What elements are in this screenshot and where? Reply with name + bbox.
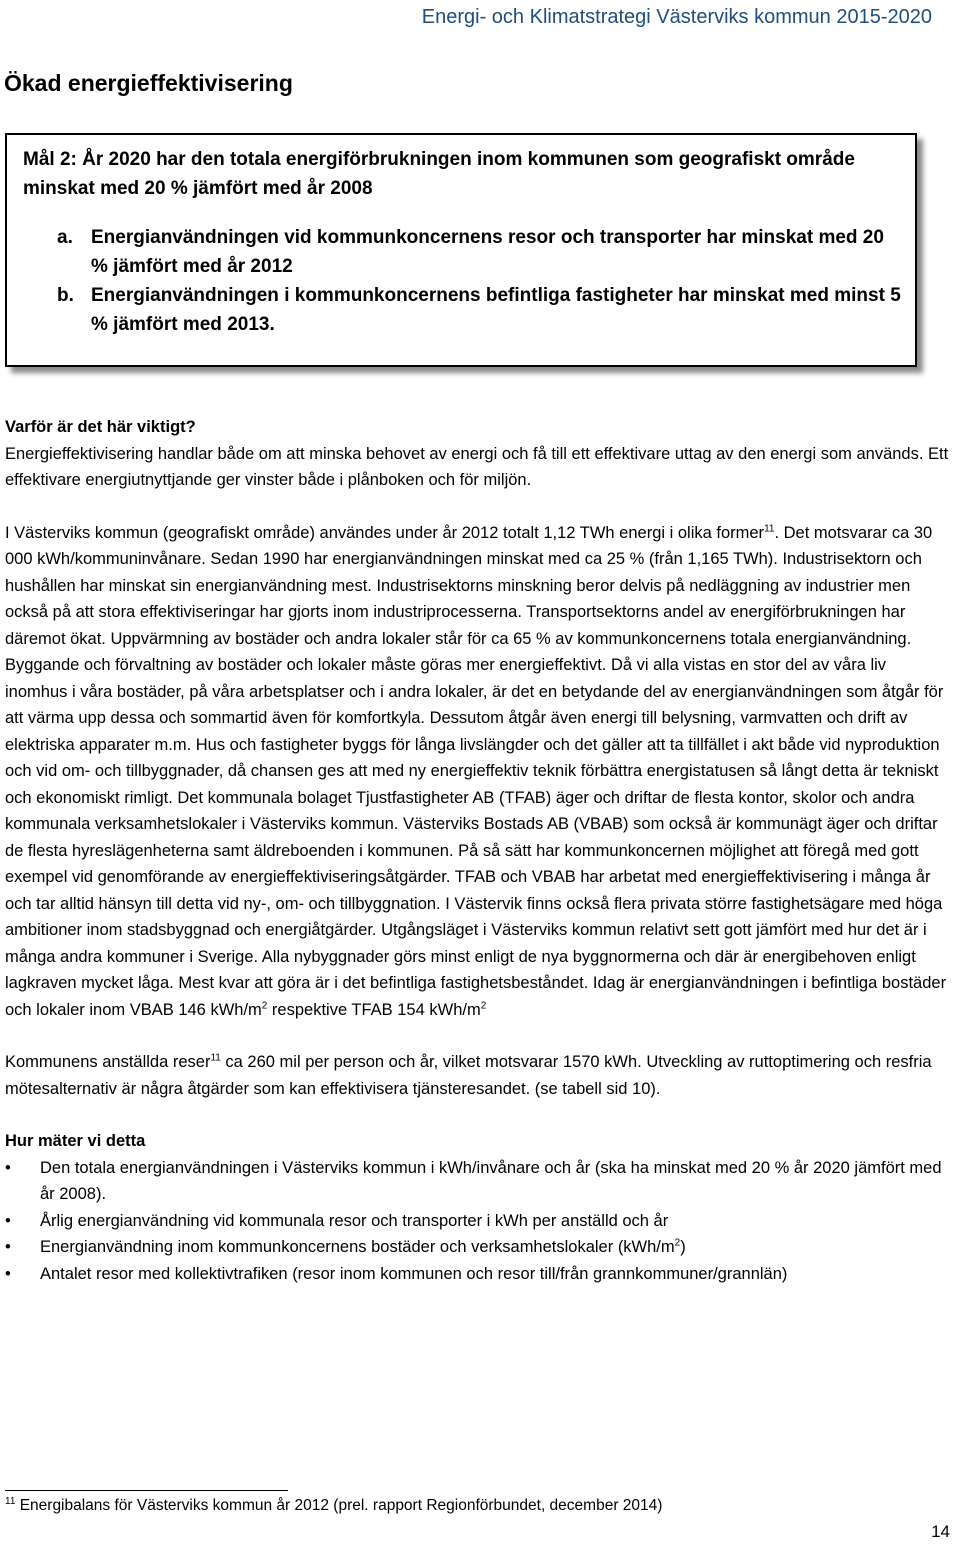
bullet-icon: •: [5, 1211, 11, 1230]
section-heading: Ökad energieffektivisering: [4, 70, 293, 96]
goal-item-b-text: Energianvändningen i kommunkoncernens befintliga fastigheter har minskat med minst 5 % jämfört med 2013.: [91, 285, 901, 335]
list-item: • Den totala energianvändningen i Västerviks kommun i kWh/invånare och år (ska ha minskat med 20 % år 2020 jämfört med år 2008).: [5, 1155, 950, 1208]
why-paragraph-3: Kommunens anställda reser$^{11}$ ca 260 mil per person och år, vilket motsvarar 1570 kWh. Utveckling av ruttoptimering och resfria mötesalternativ är några åtgärder som kan effektivisera tjänsteresandet. (se tabell sid 10).: [5, 1052, 932, 1098]
measure-heading: Hur mäter vi detta: [5, 1132, 146, 1150]
bullet-icon: •: [5, 1238, 11, 1256]
why-paragraph-1: Energieffektivisering handlar både om att minska behovet av energi och få till ett effektivare uttag av den energi som används. Ett effektivare energiutnyttjande ger vinster både i plånboken och för miljön.: [5, 444, 949, 489]
why-section: [5, 414, 950, 1287]
running-header: Energi- och Klimatstrategi Västerviks kommun 2015-2020: [421, 6, 932, 28]
superscript-2: 2: [480, 1000, 487, 1011]
page-number: 14: [931, 1522, 950, 1541]
measure-list: [5, 1155, 950, 1288]
goal-item-b-marker: b.: [57, 285, 74, 306]
footnote-text: Energibalans för Västerviks kommun år 2012 (prel. rapport Regionförbundet, december 2014): [15, 1497, 663, 1514]
bullet-icon: •: [5, 1264, 11, 1283]
footnote-ref: 11: [210, 1052, 221, 1064]
goal-item-a: [23, 223, 901, 281]
list-item: • Energianvändning inom kommunkoncernens bostäder och verksamhetslokaler $(kWh/m^2)$: [5, 1234, 950, 1261]
list-item: • Årlig energianvändning vid kommunala resor och transporter i kWh per anställd och år: [5, 1208, 950, 1235]
why-heading: Varför är det här viktigt?: [5, 418, 196, 436]
goal-item-a-text: Energianvändningen vid kommunkoncernens resor och transporter har minskat med 20 % jämfört med år 2012: [91, 227, 884, 277]
footnote-divider: [5, 1490, 288, 1491]
superscript-2: 2: [261, 1000, 268, 1011]
why-paragraph-2: I Västerviks kommun (geografiskt område) användes under år 2012 totalt 1,12 TWh energi i olika former$^{11}$. Det motsvarar ca 30 000 kWh/kommuninvånare. Sedan 1990 har energianvändningen minskat med ca 25 % (från 1,165 TWh). Industrisektorn och hushållen har minskat sin energianvändning mest. Industrisektorns minskning beror delvis på nedläggning av industrier men också på att stora effektiviseringar har gjorts inom industriprocesserna. Transportsektorns andel av energiförbrukningen har däremot ökat. Uppvärmning av bostäder och andra lokaler står för ca 65 % av kommunkoncernens totala energianvändning. Byggande och förvaltning av bostäder och lokaler måste göras mer energieffektivt. Då vi alla vistas en stor del av våra liv inomhus i våra bostäder, på våra arbetsplatser och i andra lokaler, är det en betydande del av energianvändningen som åtgår för att värma upp dessa och sommartid även för komfortkyla. Dessutom åtgår även energi till belysning, varmvatten och drift av elektriska apparater m.m. Hus och fastigheter byggs för långa livslängder och det gäller att ta tillfället i akt både vid nyproduktion och vid om- och tillbyggnader, då chansen ges att med ny energieffektiv teknik förbättra energistatusen så långt detta är tekniskt och ekonomiskt rimligt. Det kommunala bolaget Tjustfastigheter AB (TFAB) äger och driftar de flesta kontor, skolor och andra kommunala verksamhetslokaler i Västerviks kommun. Västerviks Bostads AB (VBAB) som också är kommunägt äger och driftar de flesta hyreslägenheterna samt äldreboenden i kommunen. På så sätt har kommunkoncernen möjlighet att föregå med gott exempel vid genomförande av energieffektiviseringsåtgärder. TFAB och VBAB har arbetat med energieffektivisering i många år och tar alltid hänsyn till detta vid ny-, om- och tillbyggnation. I Västervik finns också flera privata större fastighetsägare med höga ambitioner inom stadsbyggnad och energiåtgärder. Utgångsläget i Västerviks kommun relativt sett gott jämfört med hur det är i många andra kommuner i Sverige. Alla nybyggnader görs minst enligt de nya byggnormerna och där är energibehoven enligt lagkraven mycket låga. Mest kvar att göra är i det befintliga fastighetsbeståndet. Idag är energianvändningen i befintliga bostäder och lokaler inom VBAB 146 kWh/$m^2$ respektive TFAB 154 kWh/$m^2$: [5, 523, 947, 1019]
footnote: [5, 1497, 662, 1515]
goal-title: Mål 2: År 2020 har den totala energiförbrukningen inom kommunen som geografiskt område minskat med 20 % jämfört med år 2008: [23, 149, 855, 199]
goal-box: [5, 133, 917, 367]
list-item: • Antalet resor med kollektivtrafiken (resor inom kommunen och resor till/från grannkommuner/grannlän): [5, 1261, 950, 1288]
footnote-ref: 11: [764, 523, 775, 534]
goal-item-a-marker: a.: [57, 227, 73, 248]
bullet-icon: •: [5, 1158, 11, 1177]
footnote-number: 11: [5, 1495, 16, 1507]
goal-item-b: [23, 281, 901, 339]
